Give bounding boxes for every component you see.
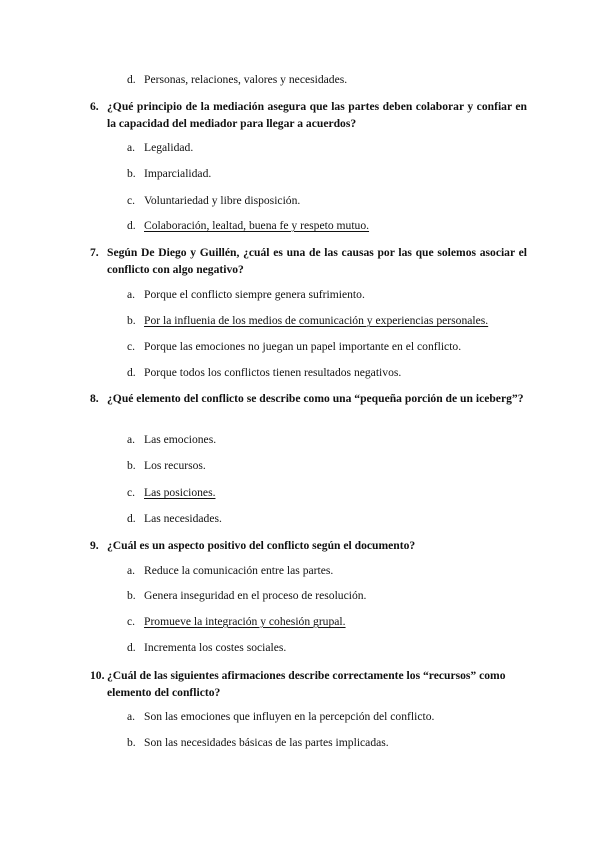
option-a: a. Reduce la comunicación entre las partes. [127,564,334,577]
option-d: d. Las necesidades. [127,512,222,525]
option-a: a. Son las emociones que influyen en la percepción del conflicto. [127,710,435,723]
option-c: c. Voluntariedad y libre disposición. [127,194,301,207]
question-10: 10. ¿Cuál de las siguientes afirmaciones describe correctamente los “recursos” como elemento del conflicto? [90,669,506,699]
option-c-correct: c. Promueve la integración y cohesión grupal. [127,615,346,628]
option-d: d. Incrementa los costes sociales. [127,641,287,654]
option-c: c. Porque las emociones no juegan un papel importante en el conflicto. [127,340,462,353]
question-9: 9. ¿Cuál es un aspecto positivo del conflicto según el documento? [90,539,416,552]
option-a: a. Legalidad. [127,141,194,154]
question-7: 7. Según De Diego y Guillén, ¿cuál es una de las causas por las que solemos asociar el conflicto con algo negativo? [90,246,527,276]
option-a: a. Porque el conflicto siempre genera sufrimiento. [127,288,365,301]
option-c-correct: c. Las posiciones. [127,486,216,499]
question-6: 6. ¿Qué principio de la mediación asegura que las partes deben colaborar y confiar en la capacidad del mediador para llegar a acuerdos? [90,100,527,130]
option-b: b. Los recursos. [127,459,206,472]
option-d: d. Personas, relaciones, valores y necesidades. [127,73,348,86]
option-b: b. Imparcialidad. [127,167,212,180]
option-b: b. Genera inseguridad en el proceso de resolución. [127,589,367,602]
option-b: b. Son las necesidades básicas de las partes implicadas. [127,736,389,749]
option-d: d. Porque todos los conflictos tienen resultados negativos. [127,366,402,379]
option-b-correct: b. Por la influenia de los medios de comunicación y experiencias personales. [127,314,489,327]
question-8: 8. ¿Qué elemento del conflicto se describe como una “pequeña porción de un iceberg”? [90,392,524,405]
option-a: a. Las emociones. [127,433,217,446]
option-d-correct: d. Colaboración, lealtad, buena fe y respeto mutuo. [127,219,370,232]
